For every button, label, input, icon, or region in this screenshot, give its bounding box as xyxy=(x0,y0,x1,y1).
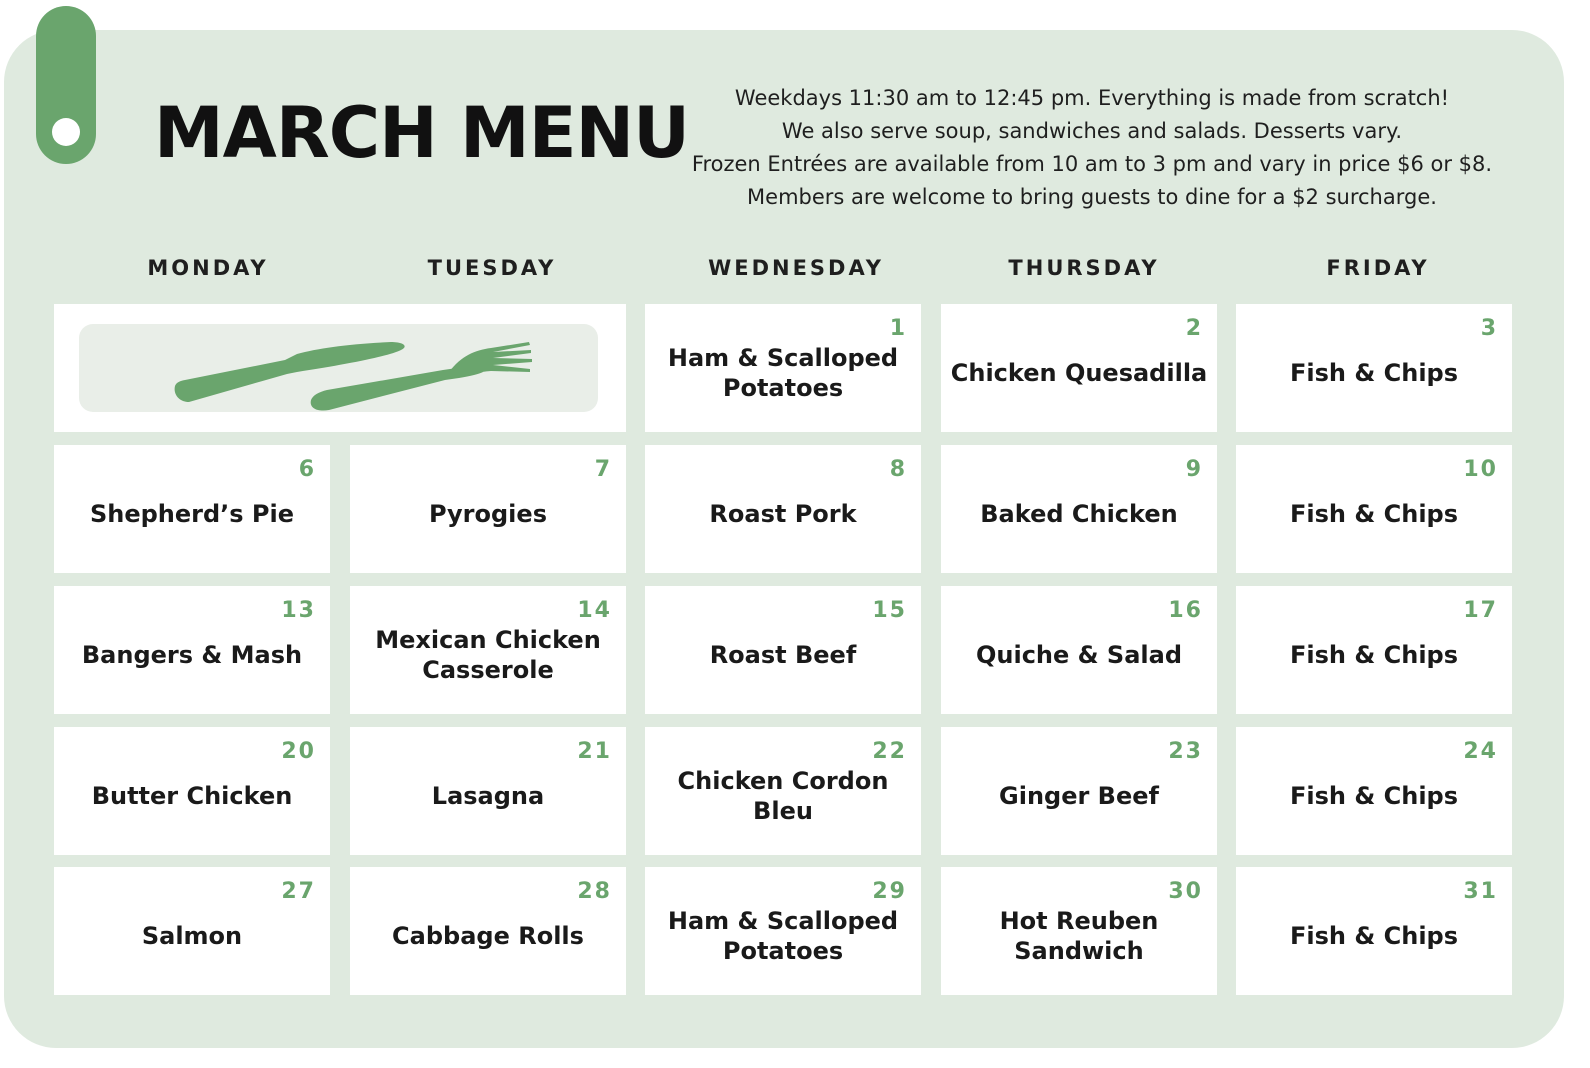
day-cell xyxy=(645,586,921,714)
day-cell xyxy=(350,586,626,714)
date-number: 8 xyxy=(889,457,907,482)
dish-name: Cabbage Rolls xyxy=(392,922,584,950)
day-cell xyxy=(1236,867,1512,995)
dish-name: Fish & Chips xyxy=(1289,922,1459,950)
date-number: 13 xyxy=(281,598,316,623)
day-cell xyxy=(1236,304,1512,432)
day-header-monday: MONDAY xyxy=(147,256,269,280)
date-number: 27 xyxy=(281,879,316,904)
cutlery-banner xyxy=(54,304,626,432)
date-number: 23 xyxy=(1168,739,1203,764)
dish-name: Ham & Scalloped Potatoes xyxy=(667,907,899,965)
day-cell xyxy=(350,867,626,995)
day-cell xyxy=(54,867,330,995)
date-number: 14 xyxy=(577,598,612,623)
day-header-wednesday: WEDNESDAY xyxy=(708,256,884,280)
menu-info xyxy=(684,82,1500,214)
date-number: 9 xyxy=(1185,457,1203,482)
day-cell xyxy=(645,867,921,995)
day-cell xyxy=(941,445,1217,573)
day-cell xyxy=(941,727,1217,855)
info-line: Members are welcome to bring guests to dine for a $2 surcharge. xyxy=(747,185,1437,209)
day-cell xyxy=(350,727,626,855)
dish-name: Hot Reuben Sandwich xyxy=(999,907,1159,965)
dish-name: Ginger Beef xyxy=(999,782,1159,810)
date-number: 1 xyxy=(889,316,907,341)
date-number: 3 xyxy=(1480,316,1498,341)
dish-name: Fish & Chips xyxy=(1289,782,1459,810)
dish-name: Chicken Cordon Bleu xyxy=(677,767,889,825)
date-number: 17 xyxy=(1463,598,1498,623)
date-number: 31 xyxy=(1463,879,1498,904)
dish-name: Chicken Quesadilla xyxy=(950,359,1208,387)
dish-name: Roast Beef xyxy=(709,641,857,669)
dish-name: Roast Pork xyxy=(709,500,857,528)
date-number: 24 xyxy=(1463,739,1498,764)
date-number: 2 xyxy=(1185,316,1203,341)
date-number: 6 xyxy=(298,457,316,482)
dish-name: Salmon xyxy=(141,922,243,950)
day-cell xyxy=(54,445,330,573)
day-cell xyxy=(941,867,1217,995)
info-line: We also serve soup, sandwiches and salads. Desserts vary. xyxy=(781,119,1403,143)
day-cell xyxy=(1236,727,1512,855)
dish-name: Butter Chicken xyxy=(91,782,293,810)
date-number: 16 xyxy=(1168,598,1203,623)
binder-tab xyxy=(36,6,96,164)
dish-name: Pyrogies xyxy=(429,500,547,528)
date-number: 21 xyxy=(577,739,612,764)
date-number: 15 xyxy=(872,598,907,623)
dish-name: Mexican Chicken Casserole xyxy=(375,626,601,684)
info-line: Frozen Entrées are available from 10 am to 3 pm and vary in price $6 or $8. xyxy=(691,152,1493,176)
day-header-friday: FRIDAY xyxy=(1326,256,1430,280)
day-cell xyxy=(645,304,921,432)
day-header-tuesday: TUESDAY xyxy=(427,256,557,280)
tab-hole xyxy=(52,118,80,146)
dish-name: Fish & Chips xyxy=(1289,500,1459,528)
dish-name: Fish & Chips xyxy=(1289,641,1459,669)
date-number: 29 xyxy=(872,879,907,904)
date-number: 22 xyxy=(872,739,907,764)
day-cell xyxy=(54,586,330,714)
day-cell xyxy=(1236,586,1512,714)
page-title: MARCH MENU xyxy=(154,92,689,174)
knife-and-fork-icon xyxy=(79,324,598,412)
dish-name: Shepherd’s Pie xyxy=(89,500,295,528)
dish-name: Lasagna xyxy=(431,782,545,810)
day-cell xyxy=(645,727,921,855)
day-cell xyxy=(645,445,921,573)
date-number: 10 xyxy=(1463,457,1498,482)
dish-name: Quiche & Salad xyxy=(975,641,1183,669)
dish-name: Ham & Scalloped Potatoes xyxy=(667,344,899,402)
date-number: 28 xyxy=(577,879,612,904)
info-line: Weekdays 11:30 am to 12:45 pm. Everything is made from scratch! xyxy=(734,86,1450,110)
day-header-thursday: THURSDAY xyxy=(1008,256,1160,280)
cutlery-banner-inner xyxy=(79,324,598,412)
date-number: 30 xyxy=(1168,879,1203,904)
day-cell xyxy=(941,586,1217,714)
day-cell xyxy=(350,445,626,573)
dish-name: Fish & Chips xyxy=(1289,359,1459,387)
day-cell xyxy=(941,304,1217,432)
date-number: 7 xyxy=(594,457,612,482)
day-cell xyxy=(54,727,330,855)
day-cell xyxy=(1236,445,1512,573)
dish-name: Bangers & Mash xyxy=(81,641,303,669)
dish-name: Baked Chicken xyxy=(980,500,1178,528)
date-number: 20 xyxy=(281,739,316,764)
